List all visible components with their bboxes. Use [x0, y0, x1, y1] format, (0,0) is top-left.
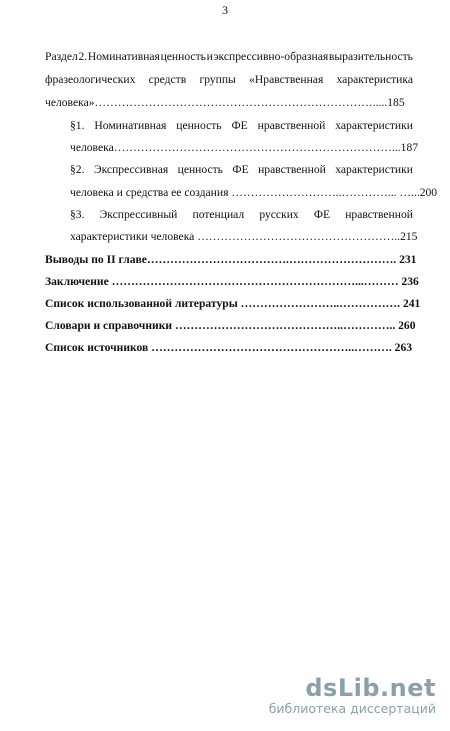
toc-word: средств	[148, 73, 187, 86]
toc-line-literature: Список использованной литературы ……………………..……………. 241	[45, 297, 421, 310]
toc-word: группы	[199, 73, 236, 86]
toc-line-p1-1	[70, 119, 413, 133]
toc-line-conclusions: Выводы по II главе……………………………….………………………. 231	[45, 253, 417, 266]
toc-word: нравственной	[345, 208, 413, 221]
toc-word: и	[206, 50, 213, 63]
toc-line-section2-2	[45, 73, 413, 87]
toc-line-p3-1	[70, 208, 413, 222]
toc-word: ФЕ	[231, 119, 248, 132]
toc-word: Раздел	[45, 50, 78, 63]
toc-line-section2-3: человека»……………………………………………………………….....185	[45, 96, 405, 109]
toc-word: §3.	[70, 208, 85, 221]
toc-line-section2-1	[45, 50, 413, 64]
toc-word: ценность	[160, 50, 206, 63]
toc-word: Экспрессивный	[99, 208, 178, 221]
toc-word: «Нравственная	[249, 73, 324, 86]
toc-word: ценность	[177, 163, 223, 176]
toc-word: потенциал	[192, 208, 245, 221]
toc-line-p1-2: человека………………………………………………………………...187	[70, 141, 419, 154]
toc-word: §2.	[70, 163, 85, 176]
toc-line-sources: Список источников ……………………………………………..………. 263	[45, 341, 413, 354]
toc-word: ФЕ	[232, 163, 249, 176]
toc-line-p3-2: характеристики человека ……………………………………………..215	[70, 230, 418, 243]
dslib-watermark	[269, 675, 436, 716]
toc-word: характеристики	[335, 119, 413, 132]
toc-word: §1.	[70, 119, 85, 132]
toc-word: фразеологических	[45, 73, 136, 86]
toc-word: нравственной	[258, 163, 326, 176]
toc-line-dictionaries: Словари и справочники ……………………………………..………….. 260	[45, 319, 416, 332]
toc-word: нравственной	[257, 119, 326, 132]
toc-word: характеристики	[335, 163, 413, 176]
toc-word: экспрессивно-образная	[213, 50, 329, 63]
toc-line-p2-1	[70, 163, 413, 177]
toc-word: ФЕ	[313, 208, 331, 221]
toc-word: Номинативная	[87, 50, 160, 63]
toc-word: ценность	[176, 119, 222, 132]
dslib-subtitle: библиотека диссертаций	[268, 701, 436, 716]
toc-line-conclusion: Заключение ………………………………………………………...……… 236	[45, 275, 419, 288]
toc-word: выразительность	[328, 50, 413, 63]
toc-line-p2-2: человека и средства ее создания ………………………..…………... …...200	[70, 186, 438, 199]
toc-word: характеристика	[336, 73, 413, 86]
toc-word: русских	[259, 208, 299, 221]
toc-word: 2.	[78, 50, 88, 63]
toc-word: Номинативная	[94, 119, 167, 132]
dslib-logo: dsLib.net	[305, 674, 436, 702]
page-number: 3	[222, 3, 228, 17]
toc-word: Экспрессивная	[93, 163, 169, 176]
